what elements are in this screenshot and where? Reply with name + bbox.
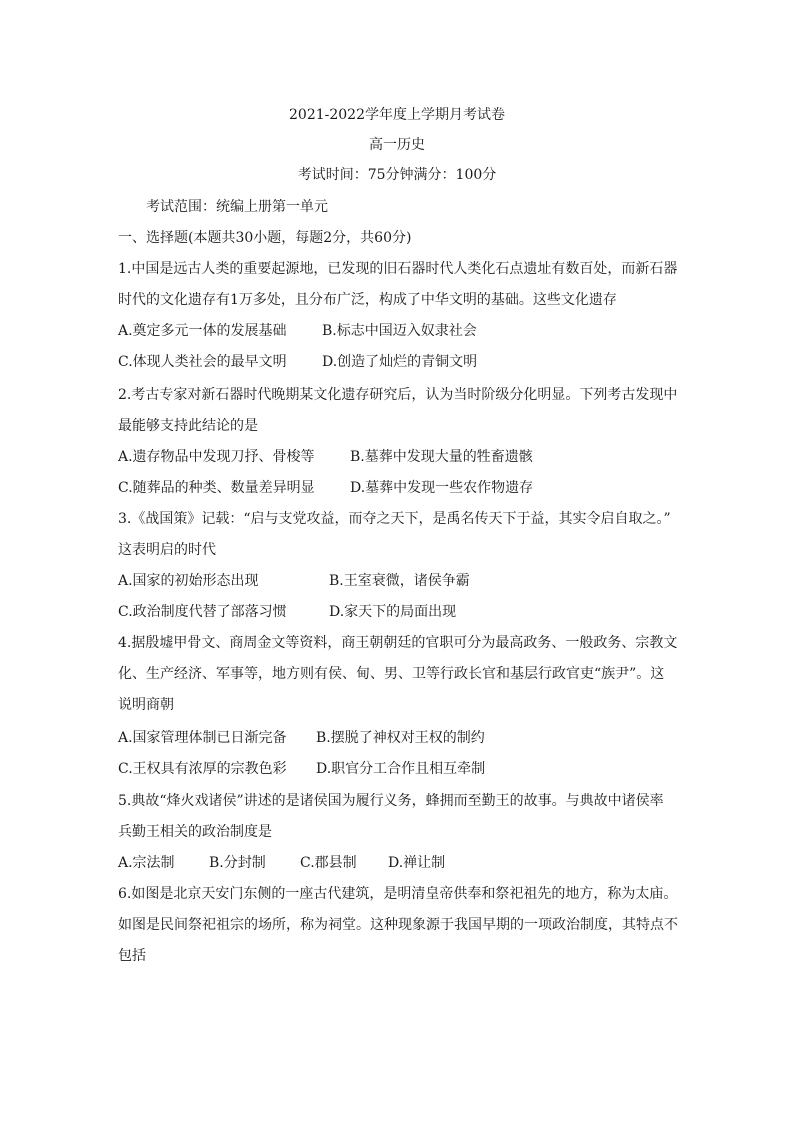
question-6-line-2: 如图是民间祭祀祖宗的场所，称为祠堂。这种现象源于我国早期的一项政治制度，其特点不 <box>118 917 678 933</box>
question-2-option-d: D.墓葬中发现一些农作物遗存 <box>350 480 534 496</box>
question-1-option-d: D.创造了灿烂的青铜文明 <box>322 354 478 370</box>
exam-scope: 考试范围：统编上册第一单元 <box>146 199 328 215</box>
section-heading: 一、选择题(本题共30小题，每题2分，共60分) <box>118 230 412 246</box>
question-5-option-d: D.禅让制 <box>388 855 446 871</box>
question-5-line-1: 5.典故“烽火戏诸侯”讲述的是诸侯国为履行义务，蜂拥而至勤王的故事。与典故中诸侯率 <box>118 793 664 809</box>
question-1-option-a: A.奠定多元一体的发展基础 <box>118 323 287 339</box>
question-1-line-2: 时代的文化遗存有1万多处，且分布广泛，构成了中华文明的基础。这些文化遗存 <box>118 292 617 308</box>
question-2-option-c: C.随葬品的种类、数量差异明显 <box>118 480 315 496</box>
question-3-option-b: B.王室衰微，诸侯争霸 <box>329 573 470 589</box>
question-6-line-3: 包括 <box>118 948 146 964</box>
question-4-line-2: 化、生产经济、军事等，地方则有侯、甸、男、卫等行政长官和基层行政官吏“族尹”。这 <box>118 666 665 682</box>
question-3-line-1: 3.《战国策》记载：“启与支党攻益，而夺之天下，是禹名传天下于益，其实令启自取之。” <box>118 511 671 527</box>
question-4-option-c: C.王权具有浓厚的宗教色彩 <box>118 761 287 777</box>
question-3-option-c: C.政治制度代替了部落习惯 <box>118 604 287 620</box>
question-5-option-b: B.分封制 <box>209 855 266 871</box>
question-3-line-2: 这表明启的时代 <box>118 542 216 558</box>
exam-time-info: 考试时间：75分钟满分：100分 <box>297 167 497 183</box>
question-3-option-d: D.家天下的局面出现 <box>329 604 457 620</box>
question-2-option-a: A.遗存物品中发现刀抒、骨梭等 <box>118 449 315 465</box>
question-4-line-1: 4.据殷墟甲骨文、商周金文等资料，商王朝朝廷的官职可分为最高政务、一般政务、宗教文 <box>118 635 678 651</box>
question-4-option-a: A.国家管理体制已日渐完备 <box>118 730 287 746</box>
question-4-option-b: B.摆脱了神权对王权的制约 <box>316 730 485 746</box>
question-1-option-c: C.体现人类社会的最早文明 <box>118 354 287 370</box>
question-1-line-1: 1.中国是远古人类的重要起源地，已发现的旧石器时代人类化石点遗址有数百处，而新石器 <box>118 261 678 277</box>
question-6-line-1: 6.如图是北京天安门东侧的一座古代建筑，是明清皇帝供奉和祭祀祖先的地方，称为太庙。 <box>118 886 678 902</box>
subject-title: 高一历史 <box>369 137 425 153</box>
question-2-line-1: 2.考古专家对新石器时代晚期某文化遗存研究后，认为当时阶级分化明显。下列考古发现中 <box>118 387 678 403</box>
question-4-option-d: D.职官分工合作且相互牵制 <box>316 761 486 777</box>
question-2-line-2: 最能够支持此结论的是 <box>118 418 258 434</box>
exam-title: 2021-2022学年度上学期月考试卷 <box>289 107 505 123</box>
question-5-option-c: C.郡县制 <box>300 855 357 871</box>
question-5-line-2: 兵勤王相关的政治制度是 <box>118 824 272 840</box>
question-5-option-a: A.宗法制 <box>118 855 175 871</box>
question-4-line-3: 说明商朝 <box>118 697 174 713</box>
question-1-option-b: B.标志中国迈入奴隶社会 <box>322 323 477 339</box>
question-3-option-a: A.国家的初始形态出现 <box>118 573 259 589</box>
question-2-option-b: B.墓葬中发现大量的牲畜遗骸 <box>350 449 533 465</box>
